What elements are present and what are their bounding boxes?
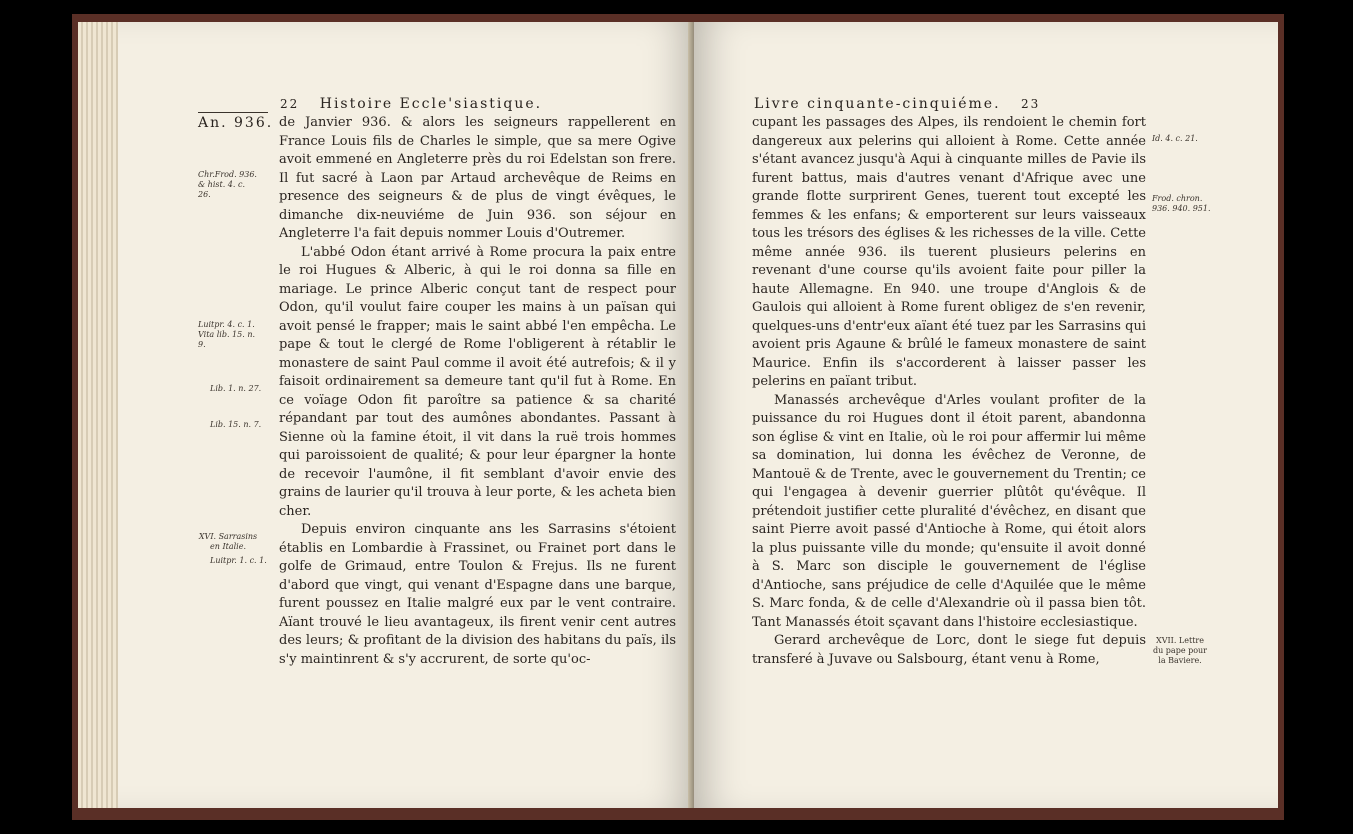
margin-note: Id. 4. c. 21. bbox=[1152, 134, 1198, 143]
year-label: An. 936. bbox=[198, 115, 274, 131]
left-head-rule bbox=[198, 112, 268, 113]
left-head-title: Histoire Eccle'siastique. bbox=[319, 96, 543, 112]
left-running-head bbox=[280, 96, 542, 112]
paragraph: L'abbé Odon étant arrivé à Rome procura la paix entre le roi Hugues & Alberic, à qui le roi donna sa fille en mariage. Le prince Alberic conçut tant de respect pour Odon, qu'il voulut faire couper les mains à un païsan qui avoit pensé le frapper; mais le saint abbé l'en empêcha. Le pape & tout le clergé de Rome l'obligerent à rétablir le monastere de saint Paul comme il avoit été autrefois; & il y faisoit ordinairement sa demeure tant qu'il fut à Rome. En ce voïage Odon fit paroître sa patience & sa charité répandant par tout des aumônes abondantes. Passant à Sienne où la famine étoit, il vit dans la ruë trois hommes qui paroissoient de qualité; & pour leur épargner la honte de recevoir l'aumône, il fit semblant d'avoir envie des grains de laurier qu'il trouva à leur porte, & les acheta bien cher. bbox=[279, 244, 676, 519]
paragraph: cupant les passages des Alpes, ils rendoient le chemin fort dangereux aux pelerins qui alloient à Rome. Cette année s'étant avancez jusqu'à Aqui à cinquante milles de Pavie ils furent battus, mais d'autres venant d'Afrique avec une grande flotte surprirent Genes, tuerent tout excepté les femmes & les enfans; & emporterent sur leurs vaisseaux tous les trésors des églises & les richesses de la ville. Cette même année 936. ils tuerent plusieurs pelerins en revenant d'une course qu'ils avoient faite pour piller la haute Allemagne. En 940. une troupe d'Anglois & de Gaulois qui alloient à Rome furent obligez de s'en revenir, quelques-uns d'entr'eux aïant été tuez par les Sarrasins qui avoient pris Agaune & brûlé le fameux monastere de saint Maurice. Enfin ils s'accorderent à laisser passer les pelerins en païant tribut. bbox=[752, 115, 1146, 389]
margin-note: XVII. Lettre du pape pour la Baviere. bbox=[1152, 636, 1208, 665]
margin-note: Luitpr. 4. c. 1. Vita lib. 15. n. 9. bbox=[198, 320, 256, 349]
margin-note: Lib. 15. n. 7. bbox=[210, 420, 262, 429]
left-page-number: 22 bbox=[280, 97, 300, 111]
margin-note: XVI. Sarrasins en Italie. bbox=[198, 532, 258, 551]
paragraph: Depuis environ cinquante ans les Sarrasins s'étoient établis en Lombardie à Frassinet, ou Frainet port dans le golfe de Grimaud, entre Toulon & Frejus. Ils ne furent d'abord que vingt, qui venant d'Espagne dans une barque, furent poussez en Italie malgré eux par le vent contraire. Aïant trouvé le lieu avantageux, ils firent venir cent autres des leurs; & profitant de la division des habitans du païs, ils s'y maintinrent & s'y accrurent, de sorte qu'oc- bbox=[279, 522, 676, 667]
right-running-head bbox=[754, 96, 1054, 112]
right-page-number: 23 bbox=[1020, 97, 1041, 111]
paragraph: Gerard archevêque de Lorc, dont le siege fut depuis transferé à Juvave ou Salsbourg, étant venu à Rome, bbox=[752, 633, 1146, 667]
margin-note: Lib. 1. n. 27. bbox=[210, 384, 262, 393]
margin-note: Chr.Frod. 936. & hist. 4. c. 26. bbox=[198, 170, 257, 199]
right-body bbox=[752, 114, 1146, 669]
right-head-title: Livre cinquante-cinquiéme. bbox=[754, 96, 1001, 112]
paragraph: Manassés archevêque d'Arles voulant profiter de la puissance du roi Hugues dont il étoit parent, abandonna son église & vint en Italie, où le roi pour affermir lui même sa domination, lui donna les évêchez de Veronne, de Mantouë & de Trente, avec le gouvernement du Trentin; ce qui l'engagea à devenir guerrier plûtôt qu'évêque. Il prétendoit justifier cette pluralité d'évêchez, en disant que saint Pierre avoit passé d'Antioche à Rome, qui étoit alors la plus puissante ville du monde; qu'ensuite il avoit donné à S. Marc son disciple le gouvernement de l'église d'Antioche, sans préjudice de celle d'Aquilée que le même S. Marc fonda, & de celle d'Alexandrie où il passa bien tôt. Tant Manassés étoit sçavant dans l'histoire ecclesiastique. bbox=[752, 392, 1146, 630]
margin-note: Luitpr. 1. c. 1. bbox=[210, 556, 267, 565]
left-body bbox=[279, 114, 676, 669]
paragraph: de Janvier 936. & alors les seigneurs rappellerent en France Louis fils de Charles le simple, que sa mere Ogive avoit emmené en Angleterre près du roi Edelstan son frere. Il fut sacré à Laon par Artaud archevêque de Reims en presence des seigneurs & de plus de vingt évêques, le dimanche dix-neuviéme de Juin 936. son séjour en Angleterre l'a fait depuis nommer Louis d'Outremer. bbox=[279, 115, 676, 241]
margin-note: Frod. chron. 936. 940. 951. bbox=[1152, 194, 1211, 213]
